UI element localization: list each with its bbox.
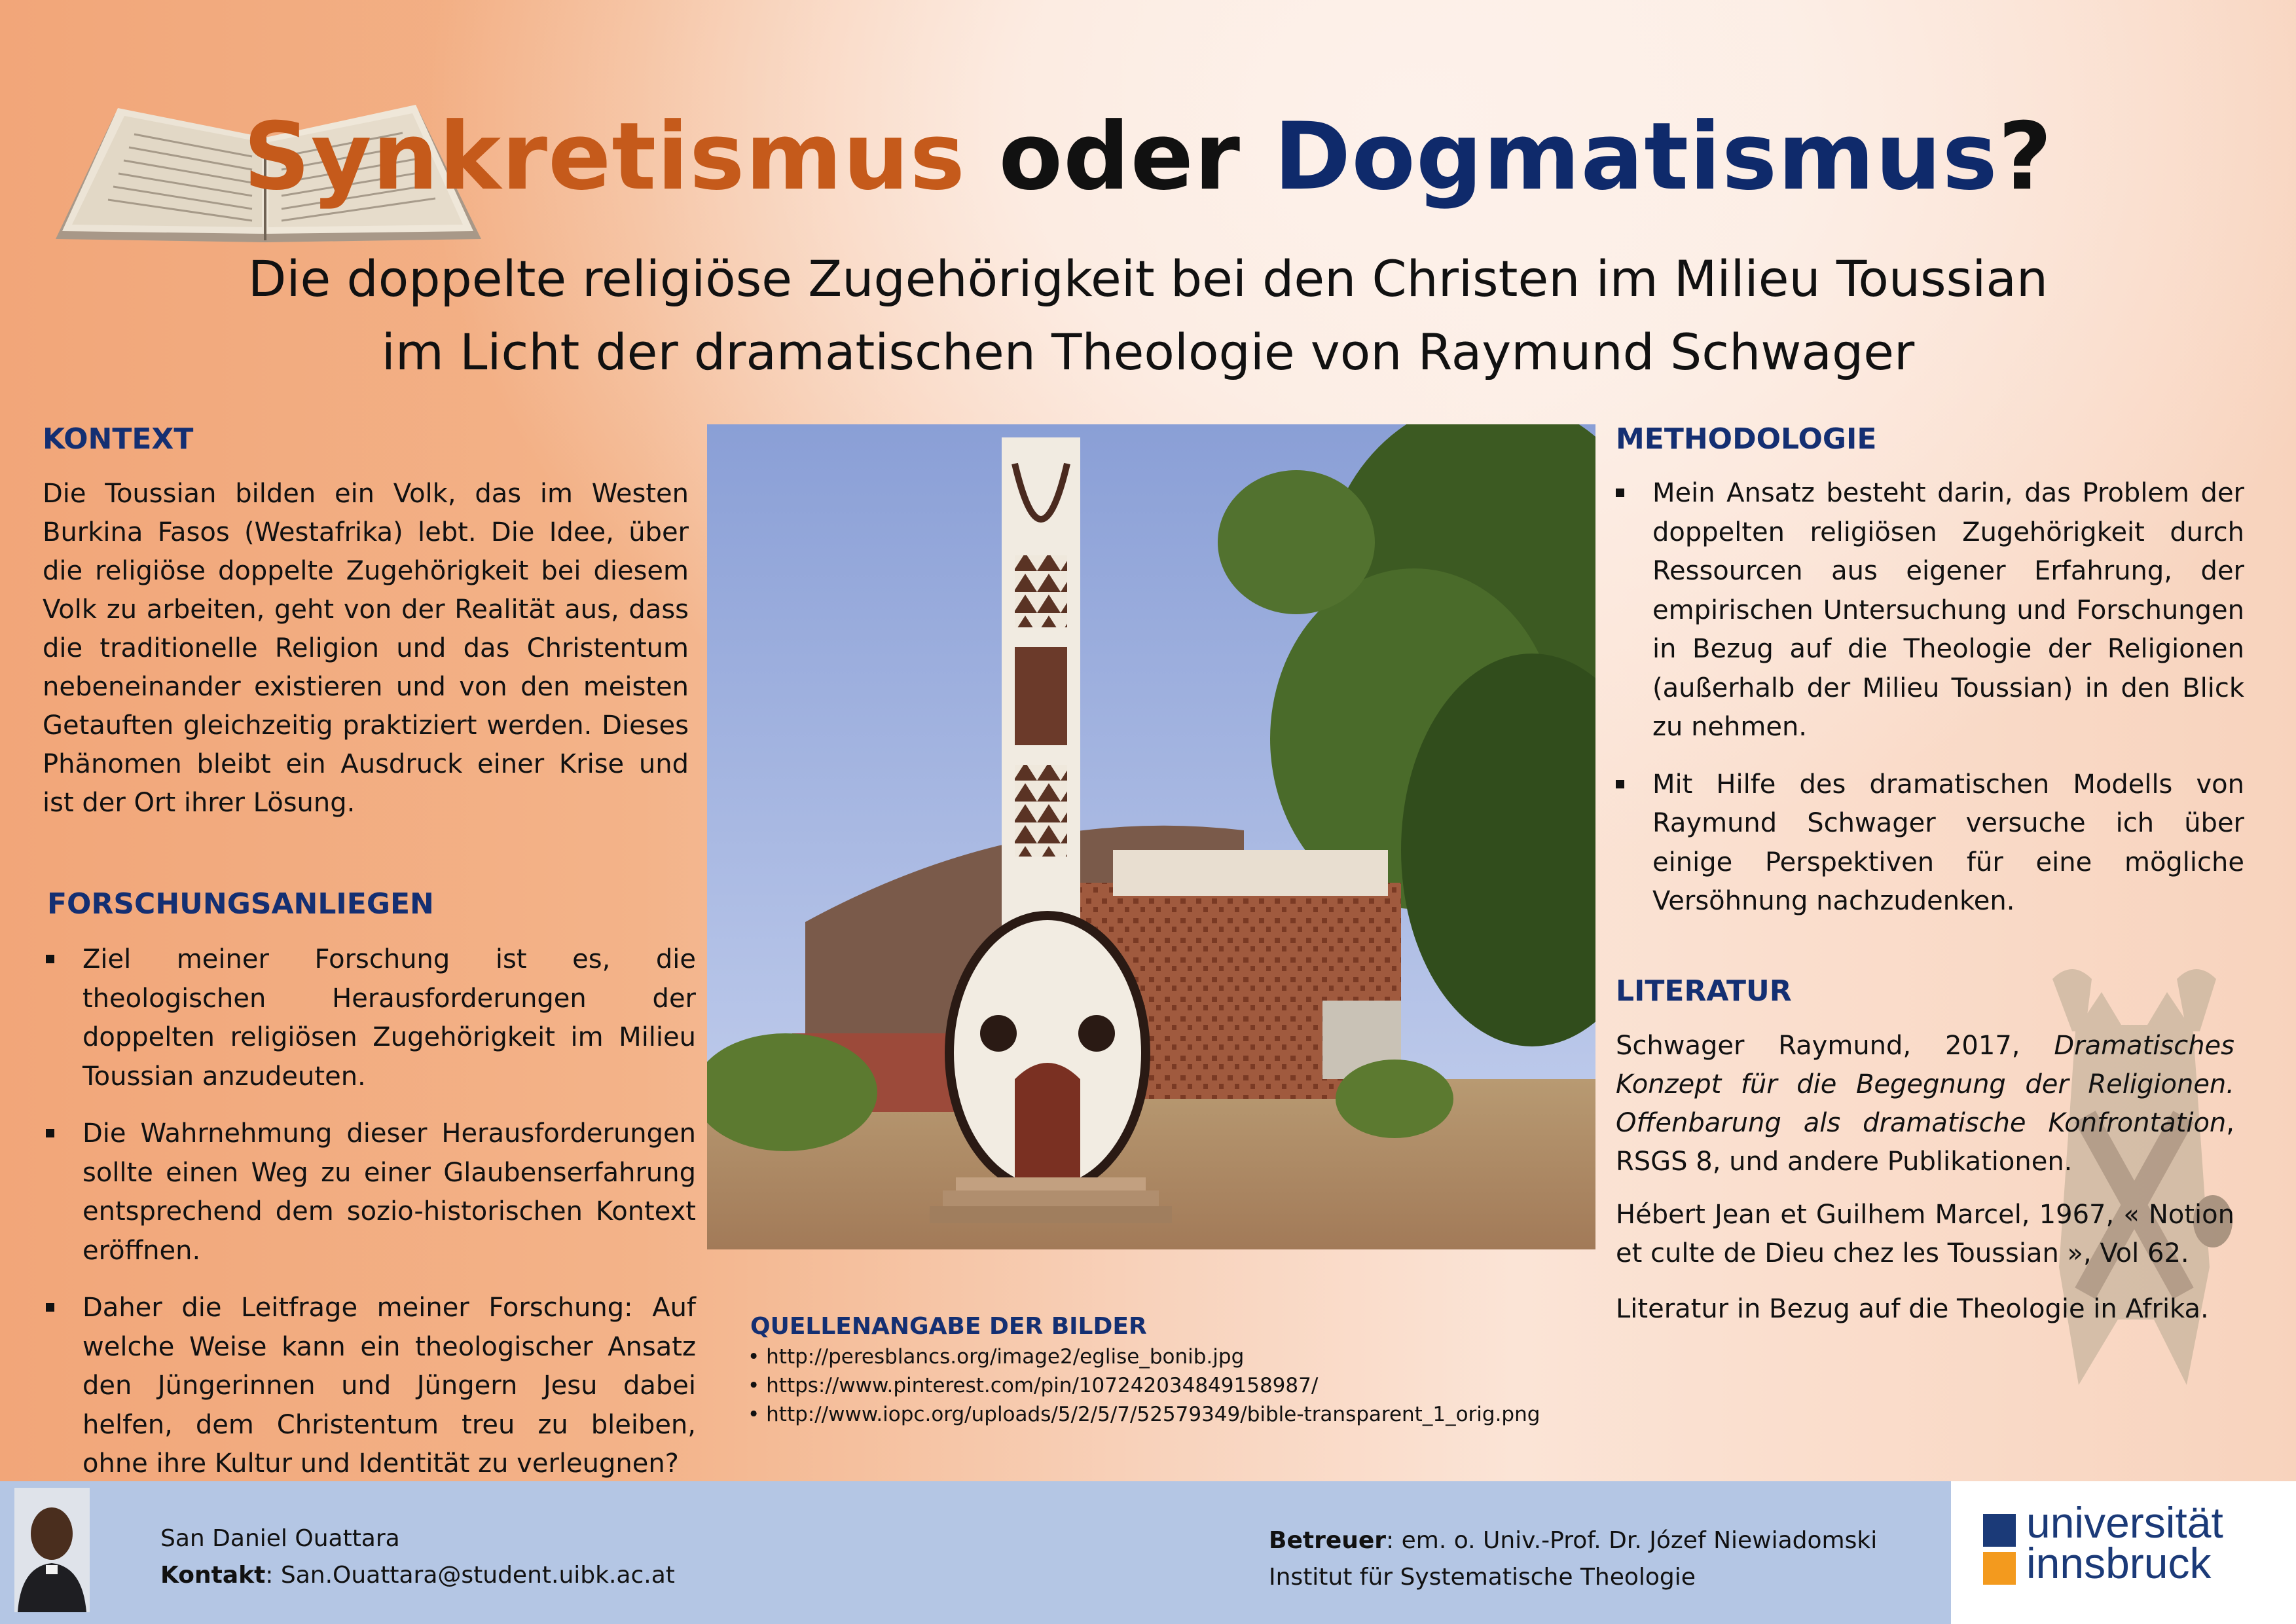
author-contact: Kontakt: San.Ouattara@student.uibk.ac.at [160, 1562, 675, 1589]
quellen-list [748, 1342, 1599, 1429]
methodologie-heading: METHODOLOGIE [1616, 422, 1877, 456]
forschung-list [46, 940, 696, 1502]
university-logo [1951, 1481, 2296, 1624]
list-item: Mein Ansatz besteht darin, das Problem der doppelten religiösen Zugehörigkeit durch Ressourcen aus eigener Erfahrung, der empirischen Untersuchung und Forschungen in Bezug auf die Theologie der Religionen (außerhalb der Milieu Toussian) in den Blick zu nehmen. [1616, 474, 2244, 747]
advisor-line: Betreuer: em. o. Univ.-Prof. Dr. Józef Niewiadomski [1269, 1527, 1878, 1554]
literatur-ref-3: Literatur in Bezug auf die Theologie in Afrika. [1616, 1294, 2209, 1324]
list-item: Die Wahrnehmung dieser Herausforderungen sollte einen Weg zu einer Glaubenserfahrung entsprechend dem sozio-historischen Kontext eröffnen. [46, 1115, 696, 1270]
quellen-heading: QUELLENANGABE DER BILDER [750, 1313, 1147, 1340]
bullet-square-icon [46, 1129, 54, 1137]
bullet-square-icon [46, 1303, 54, 1312]
list-item: Daher die Leitfrage meiner Forschung: Auf welche Weise kann ein theologischer Ansatz den Jüngerinnen und Jüngern Jesu dabei helfen, dem Christentum treu zu bleiben, ohne ihre Kultur und Identität zu verleugnen? [46, 1289, 696, 1484]
kontext-heading: KONTEXT [43, 422, 194, 456]
literatur-ref-2: Hébert Jean et Guilhem Marcel, 1967, « Notion et culte de Dieu chez les Toussian », Vol 62. [1616, 1200, 2234, 1268]
kontext-text: Die Toussian bilden ein Volk, das im Westen Burkina Fasos (Westafrika) lebt. Die Idee, über die religiöse doppelte Zugehörigkeit bei diesem Volk zu arbeiten, geht von der Realität aus, dass die traditionelle Religion und das Christentum nebeneinander existieren und von den meisten Getauften gleichzeitig praktiziert werden. Dieses Phänomen bleibt ein Ausdruck einer Krise und ist der Ort ihrer Lösung. [43, 479, 689, 818]
contact-email[interactable]: : San.Ouattara@student.uibk.ac.at [265, 1562, 675, 1589]
author-name: San Daniel Ouattara [160, 1525, 400, 1552]
literatur-heading: LITERATUR [1616, 974, 1792, 1008]
methodologie-list [1616, 474, 2244, 940]
forschung-heading: FORSCHUNGSANLIEGEN [47, 887, 434, 921]
logo-square-blue-icon [1983, 1514, 2016, 1547]
footer-author-block [160, 1521, 675, 1594]
subtitle-line-1: Die doppelte religiöse Zugehörigkeit bei den Christen im Milieu Toussian [247, 249, 2049, 308]
literatur-book-title: Dramatisches Konzept für die Begegnung der Religionen. Offenbarung als dramatische Konfrontation [1616, 1031, 2234, 1138]
title-word-synkretismus: Synkretismus [243, 103, 966, 211]
bullet-square-icon [1616, 780, 1624, 788]
bullet-square-icon [46, 955, 54, 963]
title-question-mark: ? [1997, 103, 2053, 211]
church-photo [707, 424, 1595, 1249]
poster-title [0, 101, 2296, 213]
footer-advisor-block [1269, 1522, 1877, 1596]
source-link[interactable]: • http://www.iopc.org/uploads/5/2/5/7/52579349/bible-transparent_1_orig.png [748, 1403, 1540, 1426]
institute-name: Institut für Systematische Theologie [1269, 1564, 1696, 1591]
list-item: Ziel meiner Forschung ist es, die theologischen Herausforderungen der doppelten religiösen Zugehörigkeit im Milieu Toussian anzudeuten. [46, 940, 696, 1096]
source-link[interactable]: • https://www.pinterest.com/pin/107242034849158987/ [748, 1374, 1319, 1397]
author-photo [14, 1488, 90, 1612]
subtitle-line-2: im Licht der dramatischen Theologie von Raymund Schwager [381, 323, 1915, 381]
title-word-oder: oder [966, 103, 1274, 211]
literatur-ref-1: Schwager Raymund, 2017, Dramatisches Konzept für die Begegnung der Religionen. Offenbarung als dramatische Konfrontation, RSGS 8, und andere Publikationen. [1616, 1031, 2234, 1177]
source-link[interactable]: • http://peresblancs.org/image2/eglise_bonib.jpg [748, 1345, 1245, 1369]
logo-square-orange-icon [1983, 1552, 2016, 1585]
list-item: Mit Hilfe des dramatischen Modells von Raymund Schwager versuche ich über einige Perspektiven für eine mögliche Versöhnung nachzudenken. [1616, 766, 2244, 921]
logo-wordmark: universität innsbruck [2026, 1498, 2223, 1587]
title-word-dogmatismus: Dogmatismus [1273, 103, 1998, 211]
bullet-square-icon [1616, 489, 1624, 497]
poster-subtitle [0, 242, 2296, 389]
